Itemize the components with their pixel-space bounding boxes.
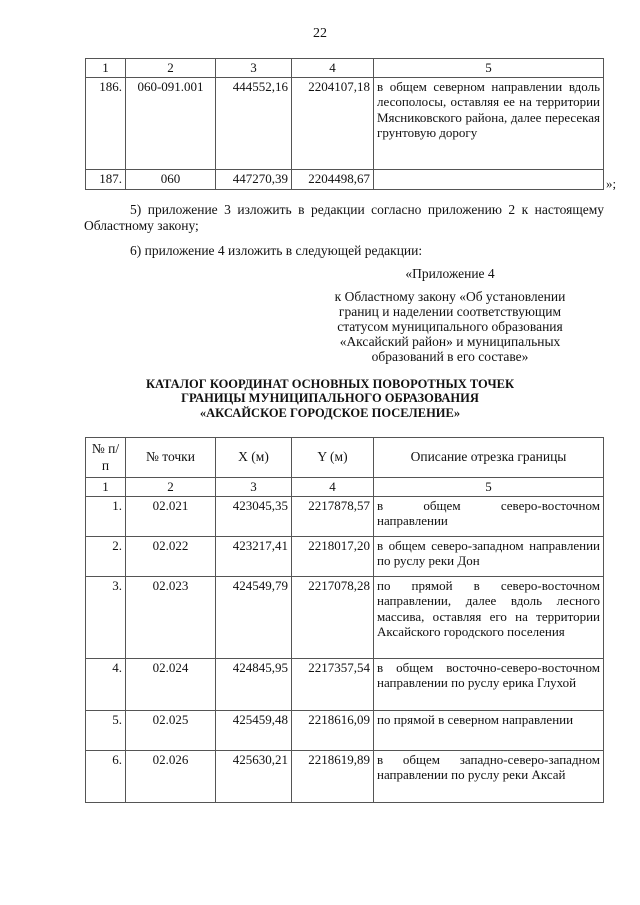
catalog-title bbox=[80, 377, 580, 420]
point-id: 060 bbox=[126, 169, 216, 189]
y-coordinate: 2217078,28 bbox=[292, 576, 374, 658]
catalog-title-line: ГРАНИЦЫ МУНИЦИПАЛЬНОГО ОБРАЗОВАНИЯ bbox=[181, 391, 479, 406]
point-id: 060-091.001 bbox=[126, 77, 216, 169]
appendix-line: «Аксайский район» и муниципальных bbox=[339, 334, 561, 349]
catalog-coordinates-table bbox=[85, 437, 604, 803]
table-row bbox=[86, 710, 604, 750]
x-coordinate: 423045,35 bbox=[216, 496, 292, 536]
y-coordinate: 2218616,09 bbox=[292, 710, 374, 750]
segment-description: в общем восточно-северо-восточном направлении по руслу ерика Глухой bbox=[374, 658, 604, 710]
segment-description: в общем западно-северо-западном направлении по руслу реки Аксай bbox=[374, 750, 604, 802]
row-number: 3. bbox=[86, 576, 126, 658]
y-coordinate: 2217878,57 bbox=[292, 496, 374, 536]
catalog-title-line: «АКСАЙСКОЕ ГОРОДСКОЕ ПОСЕЛЕНИЕ» bbox=[199, 405, 461, 420]
header-row bbox=[86, 438, 604, 478]
table-row bbox=[86, 536, 604, 576]
catalog-title-line: КАТАЛОГ КООРДИНАТ ОСНОВНЫХ ПОВОРОТНЫХ ТОЧЕК bbox=[145, 377, 515, 391]
table-row bbox=[86, 658, 604, 710]
appendix-title: «Приложение 4 bbox=[405, 266, 495, 281]
column-number-row bbox=[86, 478, 604, 497]
y-coordinate: 2204107,18 bbox=[292, 77, 374, 169]
col-number: 5 bbox=[374, 59, 604, 78]
appendix-line: образований в его составе» bbox=[371, 349, 529, 364]
appendix-line: к Областному закону «Об установлении bbox=[334, 289, 566, 304]
y-coordinate: 2204498,67 bbox=[292, 169, 374, 189]
point-id: 02.025 bbox=[126, 710, 216, 750]
col-number: 2 bbox=[126, 59, 216, 78]
row-number: 4. bbox=[86, 658, 126, 710]
segment-description: по прямой в северном направлении bbox=[374, 710, 604, 750]
header-description: Описание отрезка границы bbox=[374, 438, 604, 478]
continued-coordinates-table bbox=[85, 58, 604, 190]
segment-description: в общем северном направлении вдоль лесополосы, оставляя ее на территории Мясниковского района, далее пересекая грунтовую дорогу bbox=[374, 77, 604, 169]
col-number: 3 bbox=[216, 478, 292, 497]
page-number: 22 bbox=[313, 26, 327, 41]
x-coordinate: 424845,95 bbox=[216, 658, 292, 710]
x-coordinate: 424549,79 bbox=[216, 576, 292, 658]
col-number: 1 bbox=[86, 59, 126, 78]
header-row-number: № п/п bbox=[86, 438, 126, 478]
table-row bbox=[86, 750, 604, 802]
paragraph-6: 6) приложение 4 изложить в следующей редакции: bbox=[130, 243, 423, 258]
paragraph-5: 5) приложение 3 изложить в редакции согласно приложению 2 к настоящему Областному закону; bbox=[84, 202, 604, 234]
row-number: 6. bbox=[86, 750, 126, 802]
point-id: 02.023 bbox=[126, 576, 216, 658]
table-row bbox=[86, 576, 604, 658]
x-coordinate: 423217,41 bbox=[216, 536, 292, 576]
row-number: 5. bbox=[86, 710, 126, 750]
closing-quote: »; bbox=[606, 176, 617, 191]
table-row bbox=[86, 77, 604, 169]
col-number: 1 bbox=[86, 478, 126, 497]
x-coordinate: 425630,21 bbox=[216, 750, 292, 802]
y-coordinate: 2217357,54 bbox=[292, 658, 374, 710]
x-coordinate: 444552,16 bbox=[216, 77, 292, 169]
point-id: 02.021 bbox=[126, 496, 216, 536]
row-number: 1. bbox=[86, 496, 126, 536]
table-row bbox=[86, 496, 604, 536]
col-number: 2 bbox=[126, 478, 216, 497]
point-id: 02.026 bbox=[126, 750, 216, 802]
row-number: 186. bbox=[86, 77, 126, 169]
segment-description bbox=[374, 169, 604, 189]
y-coordinate: 2218017,20 bbox=[292, 536, 374, 576]
appendix-line: статусом муниципального образования bbox=[337, 319, 563, 334]
table-row bbox=[86, 169, 604, 189]
y-coordinate: 2218619,89 bbox=[292, 750, 374, 802]
point-id: 02.024 bbox=[126, 658, 216, 710]
col-number: 5 bbox=[374, 478, 604, 497]
row-number: 2. bbox=[86, 536, 126, 576]
segment-description: по прямой в северо-восточном направлении, далее вдоль лесного массива, оставляя его на территории Аксайского городского поселения bbox=[374, 576, 604, 658]
row-number: 187. bbox=[86, 169, 126, 189]
segment-description: в общем северо-восточном направлении bbox=[374, 496, 604, 536]
segment-description: в общем северо-западном направлении по руслу реки Дон bbox=[374, 536, 604, 576]
point-id: 02.022 bbox=[126, 536, 216, 576]
x-coordinate: 447270,39 bbox=[216, 169, 292, 189]
x-coordinate: 425459,48 bbox=[216, 710, 292, 750]
column-number-row bbox=[86, 59, 604, 78]
header-x: X (м) bbox=[216, 438, 292, 478]
col-number: 4 bbox=[292, 59, 374, 78]
header-y: Y (м) bbox=[292, 438, 374, 478]
appendix-line: границ и наделении соответствующим bbox=[338, 304, 562, 319]
col-number: 4 bbox=[292, 478, 374, 497]
header-point: № точки bbox=[126, 438, 216, 478]
col-number: 3 bbox=[216, 59, 292, 78]
